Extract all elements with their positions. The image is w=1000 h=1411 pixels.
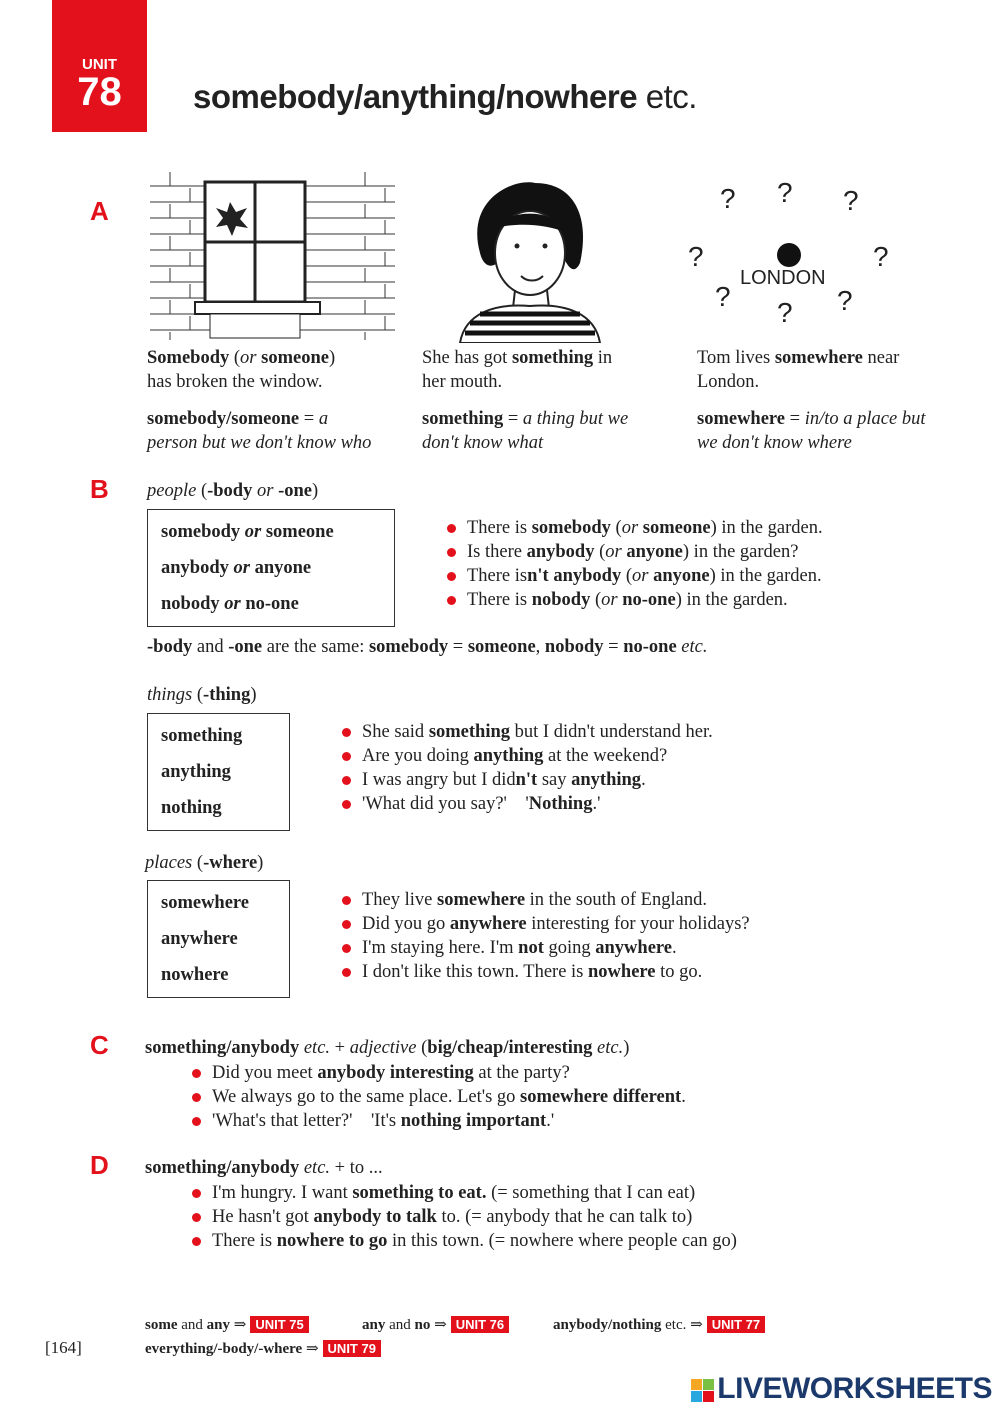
text-segment: ( <box>192 853 204 873</box>
unit-label: UNIT <box>82 56 117 73</box>
text-segment: no-one <box>623 637 677 657</box>
page-number: [164] <box>45 1338 82 1357</box>
text-segment: or <box>240 522 266 542</box>
text-segment: anything <box>161 762 231 782</box>
text-segment: anyone <box>648 566 710 586</box>
text-segment: = <box>448 637 468 657</box>
section-c-heading <box>145 1036 629 1060</box>
text-line <box>422 407 682 431</box>
text-segment: anywhere <box>161 929 238 949</box>
question-mark: ? <box>777 297 793 328</box>
text-segment: Nothing <box>528 794 593 814</box>
text-segment: someone <box>638 518 711 538</box>
text-segment: -body <box>147 637 193 657</box>
text-segment: anyone <box>621 542 683 562</box>
text-line <box>161 921 276 957</box>
text-segment: in/to a place but <box>804 409 926 429</box>
unit-76-link[interactable]: UNIT 76 <box>451 1316 509 1333</box>
text-segment: ( <box>196 481 208 501</box>
question-mark: ? <box>837 285 853 316</box>
text-segment: anything <box>473 746 544 766</box>
text-segment: We always go to the same place. Let's go <box>212 1087 521 1107</box>
page-title <box>193 78 697 116</box>
text-segment: and <box>177 1317 207 1333</box>
places-box <box>147 880 290 998</box>
text-segment: in this town. (= nowhere where people can go) <box>387 1231 737 1251</box>
text-segment: a thing but we <box>522 409 629 429</box>
text-segment: something <box>428 722 511 742</box>
text-segment: nothing <box>161 798 222 818</box>
text-segment: something <box>511 348 594 368</box>
text-line <box>697 346 977 370</box>
text-segment: anyone <box>254 558 312 578</box>
text-segment: somebody/someone <box>147 409 300 429</box>
text-line <box>422 431 682 455</box>
example-sentence <box>340 960 750 984</box>
text-segment: etc. <box>676 637 708 657</box>
unit-number: 78 <box>77 70 122 114</box>
text-segment: . <box>641 770 646 790</box>
text-segment: They live <box>362 890 438 910</box>
text-segment: somewhere <box>774 348 863 368</box>
places-heading <box>145 851 263 875</box>
text-segment: ⇒ <box>302 1341 319 1357</box>
text-segment: but I didn't understand her. <box>510 722 713 742</box>
text-line <box>147 407 407 431</box>
section-d-examples <box>190 1181 737 1253</box>
unit-77-link[interactable]: UNIT 77 <box>707 1316 765 1333</box>
people-box <box>147 509 395 627</box>
text-segment: -one <box>228 637 263 657</box>
text-segment: person but we don't know who <box>147 433 372 453</box>
text-line <box>697 370 977 394</box>
text-segment: Did you meet <box>212 1063 318 1083</box>
question-mark: ? <box>843 185 859 216</box>
text-segment: (= something that I can eat) <box>486 1183 696 1203</box>
text-segment: 'What did you say?' ' <box>362 794 529 814</box>
text-segment: something/anybody <box>145 1038 300 1058</box>
text-segment: anybody interesting <box>317 1063 474 1083</box>
text-segment: ( <box>621 566 632 586</box>
text-line <box>161 550 381 586</box>
text-segment: ⇒ <box>430 1317 447 1333</box>
cross-ref-77[interactable] <box>553 1315 765 1334</box>
broken-window-illustration <box>150 172 395 340</box>
body-one-note <box>147 635 707 659</box>
liveworksheets-logo <box>691 1372 992 1406</box>
text-segment: 'What's that letter?' 'It's <box>212 1111 401 1131</box>
cross-ref-75[interactable] <box>145 1315 309 1334</box>
example-sentence <box>445 516 823 540</box>
text-line <box>147 431 407 455</box>
unit-75-link[interactable]: UNIT 75 <box>250 1316 308 1333</box>
text-segment: some <box>145 1317 178 1333</box>
text-segment: anybody <box>161 558 229 578</box>
text-segment: something to eat. <box>352 1183 487 1203</box>
example-sentence <box>340 744 713 768</box>
text-segment: in the south of England. <box>525 890 707 910</box>
unit-badge <box>52 0 147 132</box>
text-segment: going <box>543 938 596 958</box>
example-sentence <box>340 936 750 960</box>
text-segment: ( <box>229 348 241 368</box>
text-segment: somebody <box>161 522 241 542</box>
text-segment: Tom lives <box>697 348 775 368</box>
title-bold: somebody/anything/nowhere <box>193 78 638 115</box>
text-segment: people <box>147 481 197 501</box>
definition-somebody <box>147 407 407 455</box>
text-segment: There is <box>467 566 528 586</box>
text-segment: ) <box>623 1038 630 1058</box>
text-line <box>697 431 977 455</box>
text-segment: places <box>145 853 193 873</box>
caption-something <box>422 346 682 394</box>
text-line <box>161 586 381 622</box>
people-heading <box>147 479 318 503</box>
example-sentence <box>190 1181 737 1205</box>
text-segment: ) <box>250 685 257 705</box>
text-segment: = <box>785 409 805 429</box>
text-segment: we don't know where <box>697 433 852 453</box>
text-segment: I was angry but I did <box>362 770 516 790</box>
example-sentence <box>340 912 750 936</box>
text-segment: ⇒ <box>230 1317 247 1333</box>
text-line <box>161 885 276 921</box>
text-segment: anywhere <box>449 914 527 934</box>
text-line <box>147 370 407 394</box>
text-segment: nobody <box>544 637 604 657</box>
text-segment: etc. ⇒ <box>661 1317 703 1333</box>
text-segment: nowhere <box>161 965 229 985</box>
text-segment: ) <box>257 853 264 873</box>
text-segment: or <box>252 481 279 501</box>
text-segment: I don't like this town. There is <box>362 962 588 982</box>
text-line <box>161 957 276 993</box>
text-segment: or <box>219 594 246 614</box>
text-segment: I'm staying here. I'm <box>362 938 519 958</box>
text-segment: someone <box>256 348 329 368</box>
text-segment: + to ... <box>330 1158 383 1178</box>
text-segment: ( <box>594 542 606 562</box>
question-mark: ? <box>720 183 736 214</box>
text-segment: somewhere <box>437 890 526 910</box>
text-segment: ) in the garden. <box>710 518 823 538</box>
things-box <box>147 713 290 831</box>
text-segment: nowhere to go <box>276 1231 388 1251</box>
question-mark: ? <box>715 281 731 312</box>
logo-text: LIVEWORKSHEETS <box>717 1372 992 1405</box>
text-segment: .' <box>592 794 601 814</box>
text-segment: There is <box>212 1231 277 1251</box>
text-segment: Are you doing <box>362 746 474 766</box>
text-line <box>161 514 381 550</box>
question-mark: ? <box>777 177 793 208</box>
text-segment: any <box>362 1317 386 1333</box>
section-c-letter: C <box>90 1030 109 1060</box>
text-segment: He hasn't got <box>212 1207 314 1227</box>
london-label: LONDON <box>740 267 826 289</box>
text-segment: . <box>672 938 677 958</box>
girl-illustration <box>455 178 605 343</box>
section-b-letter: B <box>90 474 109 504</box>
text-segment: .' <box>546 1111 555 1131</box>
people-examples <box>445 516 823 612</box>
text-line <box>422 370 682 394</box>
text-segment: say <box>537 770 572 790</box>
text-segment: are the same: <box>262 637 369 657</box>
things-examples <box>340 720 713 816</box>
unit-79-link[interactable]: UNIT 79 <box>323 1340 381 1357</box>
text-segment: interesting for your holidays? <box>526 914 750 934</box>
text-segment: -body <box>207 481 253 501</box>
text-segment: near <box>862 348 900 368</box>
text-segment: and <box>192 637 229 657</box>
text-line <box>161 754 276 790</box>
example-sentence <box>190 1085 686 1109</box>
text-segment: to go. <box>655 962 703 982</box>
text-line <box>697 407 977 431</box>
places-examples <box>340 888 750 984</box>
text-segment: There is <box>467 518 532 538</box>
text-segment: any <box>206 1317 231 1333</box>
title-rest: etc. <box>637 78 697 115</box>
text-segment: anywhere <box>595 938 673 958</box>
text-segment: London. <box>697 372 760 392</box>
text-segment: at the weekend? <box>543 746 668 766</box>
text-line <box>422 346 682 370</box>
example-sentence <box>190 1229 737 1253</box>
london-dot <box>777 243 801 267</box>
text-line <box>161 790 276 826</box>
section-c-examples <box>190 1061 686 1133</box>
example-sentence <box>190 1109 686 1133</box>
text-segment: in <box>593 348 613 368</box>
text-segment: adjective <box>349 1038 417 1058</box>
text-segment: anything <box>571 770 642 790</box>
text-segment: somewhere <box>161 893 250 913</box>
cross-ref-76[interactable] <box>362 1315 509 1334</box>
definition-something <box>422 407 682 455</box>
text-segment: + <box>330 1038 350 1058</box>
text-segment: She has got <box>422 348 512 368</box>
caption-somebody <box>147 346 407 394</box>
text-segment: or <box>605 542 622 562</box>
text-segment: not <box>518 938 544 958</box>
text-segment: or <box>228 558 255 578</box>
logo-squares-icon <box>691 1379 714 1402</box>
text-segment: or <box>632 566 649 586</box>
example-sentence <box>190 1205 737 1229</box>
text-segment: don't know what <box>422 433 544 453</box>
section-a-letter: A <box>90 196 109 226</box>
text-line <box>147 346 407 370</box>
text-segment: and <box>385 1317 415 1333</box>
text-segment: -where <box>203 853 258 873</box>
text-segment: anybody to talk <box>313 1207 437 1227</box>
text-segment: . <box>681 1087 686 1107</box>
text-segment: or <box>621 518 639 538</box>
text-segment: nobody <box>531 590 591 610</box>
text-segment: something <box>422 409 504 429</box>
text-segment: etc. <box>299 1158 331 1178</box>
text-segment: -one <box>278 481 312 501</box>
text-segment: ) in the garden. <box>675 590 788 610</box>
text-segment: ) in the garden? <box>682 542 799 562</box>
text-segment: or <box>240 348 257 368</box>
text-segment: no-one <box>245 594 299 614</box>
text-segment: somewhere <box>697 409 786 429</box>
text-segment: someone <box>265 522 334 542</box>
text-segment: I'm hungry. I want <box>212 1183 353 1203</box>
example-sentence <box>190 1061 686 1085</box>
text-segment: ) <box>328 348 336 368</box>
text-segment: has broken the window. <box>147 372 323 392</box>
question-mark: ? <box>688 241 704 272</box>
text-segment: , <box>535 637 545 657</box>
text-segment: somebody <box>368 637 449 657</box>
text-segment: -thing <box>203 685 251 705</box>
text-segment: = <box>299 409 319 429</box>
example-sentence <box>340 768 713 792</box>
text-segment: ( <box>192 685 204 705</box>
text-segment: ) in the garden. <box>709 566 822 586</box>
question-mark: ? <box>873 241 889 272</box>
text-segment: There is <box>467 590 532 610</box>
example-sentence <box>340 792 713 816</box>
text-segment: at the party? <box>473 1063 570 1083</box>
text-segment: something/anybody <box>145 1158 300 1178</box>
text-segment: etc. <box>592 1038 624 1058</box>
section-d-heading <box>145 1156 383 1180</box>
text-segment: ( <box>590 590 602 610</box>
text-segment: someone <box>467 637 536 657</box>
text-segment: anybody/nothing <box>553 1317 662 1333</box>
text-segment: something <box>161 726 243 746</box>
text-segment: ( <box>416 1038 428 1058</box>
text-segment: somewhere different <box>520 1087 682 1107</box>
cross-ref-79[interactable] <box>145 1339 381 1358</box>
text-segment: ( <box>610 518 622 538</box>
things-heading <box>147 683 257 707</box>
example-sentence <box>340 888 750 912</box>
text-segment: She said <box>362 722 429 742</box>
text-segment: things <box>147 685 193 705</box>
text-segment: anybody <box>526 542 595 562</box>
example-sentence <box>445 588 823 612</box>
section-d-letter: D <box>90 1150 109 1180</box>
example-sentence <box>445 564 823 588</box>
text-segment: no <box>414 1317 431 1333</box>
caption-somewhere <box>697 346 977 394</box>
text-segment: big/cheap/interesting <box>427 1038 593 1058</box>
text-segment: n't <box>515 770 538 790</box>
example-sentence <box>340 720 713 744</box>
text-segment: nothing important <box>400 1111 547 1131</box>
text-segment: her mouth. <box>422 372 503 392</box>
text-segment: Is there <box>467 542 527 562</box>
text-segment: somebody <box>531 518 611 538</box>
text-segment: = <box>603 637 624 657</box>
text-segment: n't anybody <box>527 566 622 586</box>
text-segment: nobody <box>161 594 220 614</box>
text-segment: to. (= anybody that he can talk to) <box>436 1207 693 1227</box>
text-segment: or <box>601 590 618 610</box>
definition-somewhere <box>697 407 977 455</box>
text-segment: a <box>318 409 329 429</box>
text-segment: Did you go <box>362 914 450 934</box>
text-segment: everything/-body/-where <box>145 1341 303 1357</box>
text-segment: Somebody <box>147 348 230 368</box>
text-segment: no-one <box>617 590 676 610</box>
text-segment: = <box>503 409 523 429</box>
text-line <box>161 718 276 754</box>
london-illustration <box>685 175 900 340</box>
example-sentence <box>445 540 823 564</box>
text-segment: etc. <box>299 1038 331 1058</box>
text-segment: nowhere <box>588 962 656 982</box>
text-segment: ) <box>311 481 319 501</box>
